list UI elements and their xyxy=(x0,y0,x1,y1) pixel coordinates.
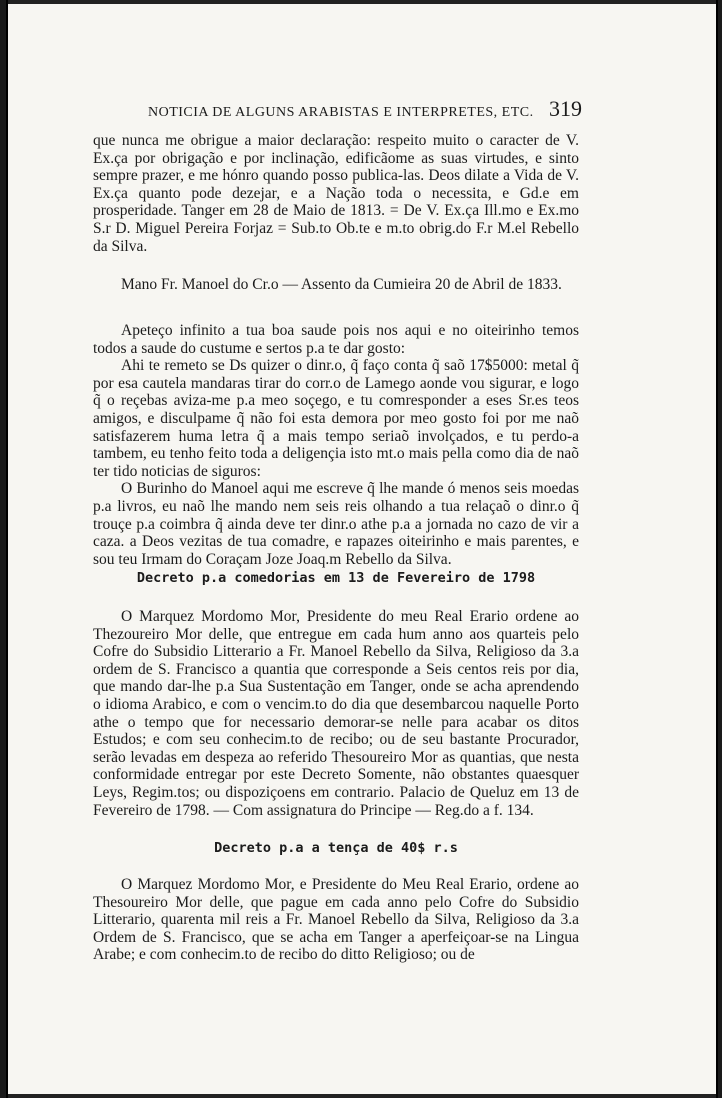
page-number: 319 xyxy=(549,96,582,121)
decree1-paragraph: O Marquez Mordomo Mor, Presidente do meu Real Erario ordene ao Thezoureiro Mor delle, que entregue em cada hum anno aos quarteis pelo Cofre do Subsidio Litterario a Fr. Manoel Rebello da Silva, Religioso da 3.a ordem de S. Francisco a quantia que corresponde a Seis centos reis por dia, que mando dar-lhe p.a Sua Sustentação em Tanger, onde se acha aprendendo o idioma Arabico, e com o vencim.to do dia que desembarcou naquelle Porto athe o tempo que for necessario demorar-se nelle para acabar os ditos Estudos; e com seu conhecim.to de recibo; ou de seu bastante Procurador, serão levadas em despeza ao referido Thesoureiro Mor as quantias, que nesta conformidade entregar por este Decreto Somente, não obstantes quaesquer Leys, Regim.tos; ou dispoziçoens em contrario. Palacio de Queluz em 13 de Fevereiro de 1798. — Com assignatura do Principe — Reg.do a f. 134. xyxy=(93,608,579,819)
letter2-heading: Mano Fr. Manoel do Cr.o — Assento da Cumieira 20 de Abril de 1833. xyxy=(121,276,562,293)
decree2-paragraph: O Marquez Mordomo Mor, e Presidente do Meu Real Erario, ordene ao Thesoureiro Mor delle, que pague em cada anno pelo Cofre do Subsidio Litterario, quarenta mil reis a Fr. Manoel Rebello da Silva, Religioso da 3.a Ordem de S. Francisco, que se acha em Tanger a aperfeiçoar-se na Lingua Arabe; e com conhecim.to de recibo do ditto Religioso; ou de xyxy=(93,876,579,964)
letter2-paragraph-3: O Burinho do Manoel aqui me escreve q̃ lhe mande ó menos seis moedas p.a livros, eu naõ lhe mando nem seis reis olhando a tua relaçaõ o dinr.o q̃ trouçe p.a coimbra q̃ ainda deve ter dinr.o athe p.a a jornada no cazo de vir a caza. a Deos vezitas de tua comadre, e rapazes oiteirinho e mais parentes, e sou teu Irmam do Coraçam Joze Joaq.m Rebello da Silva. xyxy=(93,480,579,568)
page-header xyxy=(148,96,582,122)
letter2-heading-block xyxy=(93,276,579,294)
letter2-paragraph-2: Ahi te remeto se Ds quizer o dinr.o, q̃ faço conta q̃ saõ 17$5000: metal q̃ por esa cautela mandaras tirar do corr.o de Lamego aonde vou sigurar, e logo q̃ o reçebas aviza-me p.a meo soçego, e tu comresponder a eses Sr.es teos amigos, e disculpame q̃ não foi esta demora por meo gosto foi por me naõ satisfazerem huma letra q̃ a mais tempo seriaõ involçados, e tu perdo-a tambem, eu tenho feito toda a deligençia isto mt.o mais pella como dia de naõ ter tido noticias de siguros: xyxy=(93,357,579,480)
letter1-paragraph: que nunca me obrigue a maior declaração: respeito muito o caracter de V. Ex.ça por obrigação e por inclinação, edificãome as suas virtudes, e sinto sempre prazer, e me hónro quando posso publica-las. Deos dilate a Vida de V. Ex.ça quanto pode dezejar, e a Nação toda o necessita, e Gd.e em prosperidade. Tanger em 28 de Maio de 1813. = De V. Ex.ça Ill.mo e Ex.mo S.r D. Miguel Pereira Forjaz = Sub.to Ob.te e m.to obrig.do F.r M.el Rebello da Silva. xyxy=(93,132,579,255)
decree2-heading: Decreto p.a a tença de 40$ r.s xyxy=(214,840,458,856)
decree1-heading: Decreto p.a comedorias em 13 de Fevereiro de 1798 xyxy=(136,570,536,586)
running-title: NOTICIA DE ALGUNS ARABISTAS E INTERPRETES, ETC. xyxy=(148,105,534,120)
decree1-block xyxy=(93,608,579,819)
decree2-block xyxy=(93,876,579,964)
page-edge-top xyxy=(8,0,716,4)
letter1-block xyxy=(93,132,579,255)
letter2-block xyxy=(93,322,579,568)
letter2-paragraph-1: Apeteço infinito a tua boa saude pois nos aqui e no oiteirinho temos todos a saude do custume e sertos p.a te dar gosto: xyxy=(93,322,579,357)
document-page xyxy=(6,0,718,1098)
page-edge-bottom xyxy=(8,1094,716,1098)
